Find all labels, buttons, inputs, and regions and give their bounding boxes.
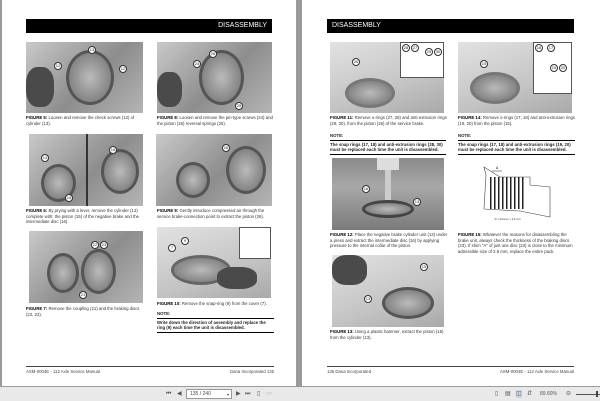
two-page-icon[interactable]: ◫ (516, 391, 522, 397)
figure-8-image (157, 42, 272, 113)
callout: 19 (551, 65, 557, 70)
callout: 7 (168, 244, 176, 252)
figure-12-image (332, 158, 444, 230)
callout: 9 (181, 237, 189, 245)
last-page-icon[interactable]: ⏭ (245, 391, 251, 397)
figure-10-image (157, 227, 271, 298)
zoom-level[interactable]: 89.60% (540, 391, 557, 397)
zoom-out-icon[interactable]: ⊖ (566, 391, 572, 397)
first-page-icon[interactable]: ⏮ (166, 391, 172, 397)
footer-page-number: Dana Incorporated 135 (230, 369, 274, 374)
page-footer (327, 366, 574, 374)
note-box (458, 133, 575, 155)
callout: 20 (560, 65, 566, 70)
footer-manual: ASM-0004E - 112 Axle Service Manual (26, 369, 100, 374)
callout: 13 (42, 155, 48, 160)
callout: 15 (421, 264, 427, 269)
figure-14-caption: FIGURE 14: Remove o-rings (17, 18) and anti-extrusion rings (19, 20) from the piston (15). (458, 115, 576, 126)
left-page (2, 0, 296, 386)
callout: 30 (435, 49, 441, 54)
callout: 15 (481, 61, 487, 66)
callout: 26 (210, 51, 216, 56)
continuous-view-icon[interactable]: ▤ (505, 391, 511, 397)
figure-11-caption: FIGURE 11: Remove o-rings (27, 28) and anti-extrusion rings (29, 30), from the piston (26) of the service brake. (330, 115, 447, 126)
callout: 16 (363, 186, 369, 191)
note-title: NOTE: (330, 133, 446, 141)
callout: 16 (110, 147, 116, 152)
figure-12-caption: FIGURE 12: Place the negative brake cylinder unit (13) under a press and extract the intermediate disc (16) by applying pressure to the internal collar of the piston. (330, 232, 448, 249)
next-page-icon[interactable]: ▶ (236, 391, 241, 397)
figure-13-caption: FIGURE 13: Using a plastic hammer, extract the piston (15) from the cylinder (13). (330, 329, 444, 340)
callout: 15 (66, 195, 72, 200)
right-page (302, 0, 600, 386)
callout: 13 (414, 199, 420, 204)
callout: 23 (101, 242, 107, 247)
single-page-view-icon[interactable]: ▯ (495, 391, 499, 397)
callout: 27 (412, 45, 418, 50)
callout: 12 (55, 63, 61, 68)
section-header: DISASSEMBLY (26, 19, 272, 33)
dimension-letter: A (496, 166, 499, 170)
zoom-slider-handle[interactable] (596, 391, 598, 397)
figure-15-caption: FIGURE 15: Whatever the reasons for disassembling the brake unit, always check the thickness of the braking discs (23). If shim "A" of just one disc (23) is close to the minimum admissible size of 2.9 mm, replace the entire pack. (458, 232, 573, 254)
figure-8-caption: FIGURE 8: Loosen and remove the pin-type screws (24) and the piston (26) reversal springs (25). (157, 115, 273, 126)
callout: 28 (403, 45, 409, 50)
footer-page-number: 136 Dana Incorporated (327, 369, 371, 374)
continuous-icon[interactable]: ▭ (266, 391, 272, 397)
footer-manual: ASM-0004E - 112 Axle Service Manual (500, 369, 574, 374)
figure-6-image (29, 134, 143, 206)
callout: 22 (92, 242, 98, 247)
figure-7-caption: FIGURE 7: Remove the coupling (21) and the braking discs (22, 23). (26, 306, 140, 317)
figure-14-image (458, 42, 572, 113)
note-title: NOTE: (458, 133, 575, 141)
section-header: DISASSEMBLY (327, 19, 574, 33)
note-box (157, 311, 274, 333)
page-number-input[interactable]: 135 / 240 ▾ (186, 389, 232, 399)
figure-13-image (332, 255, 444, 327)
page-footer (26, 366, 274, 374)
note-title: NOTE: (157, 311, 274, 319)
figure-11-image (330, 42, 444, 113)
note-body: Write down the direction of assembly and replace the ring (9) each time the unit is disassembled. (157, 320, 274, 333)
callout: 13 (365, 296, 371, 301)
figure-5-caption: FIGURE 5: Loosen and remove the check screws (12) of cylinder (13). (26, 115, 135, 126)
prev-page-icon[interactable]: ◀ (177, 391, 182, 397)
note-body: The snap rings (17, 18) and anti-extrusion rings (19, 20) must be replaced each time the unit is disassembled. (458, 142, 575, 155)
note-body: The snap rings (17, 18) and anti-extrusion rings (28, 30) must be replaced each time the unit is disassembled. (330, 142, 446, 155)
figure-9-image (156, 134, 272, 206)
callout: 24 (194, 61, 200, 66)
scroll-icon[interactable]: ⇵ (527, 391, 533, 397)
figure-15-diagram (480, 165, 552, 221)
callout: 25 (236, 103, 242, 108)
callout: 18 (536, 45, 542, 50)
callout: 13 (89, 47, 95, 52)
diagram-label: "A" minimum = 2.9 mm (494, 218, 521, 221)
callout: 17 (548, 45, 554, 50)
callout: 21 (80, 292, 86, 297)
callout: 29 (426, 49, 432, 54)
callout: 12 (120, 66, 126, 71)
single-page-icon[interactable]: ▯ (257, 391, 261, 397)
note-box (330, 133, 446, 155)
figure-10-caption: FIGURE 10: Remove the snap-ring (9) from the cover (7). (157, 301, 267, 306)
viewer-toolbar (0, 387, 600, 401)
figure-6-caption: FIGURE 6: By prying with a lever, remove the cylinder (13) complete with: the piston (15) of the negative brake and the intermediate disc (16). (26, 208, 139, 225)
figure-7-image (29, 231, 143, 303)
callout: 26 (353, 59, 359, 64)
figure-9-caption: FIGURE 9: Gently introduce compressed air through the service brake-connection point to extract the piston (26). (157, 208, 265, 219)
callout: 26 (223, 145, 229, 150)
chevron-down-icon[interactable]: ▾ (226, 392, 229, 397)
figure-5-image (26, 42, 143, 113)
